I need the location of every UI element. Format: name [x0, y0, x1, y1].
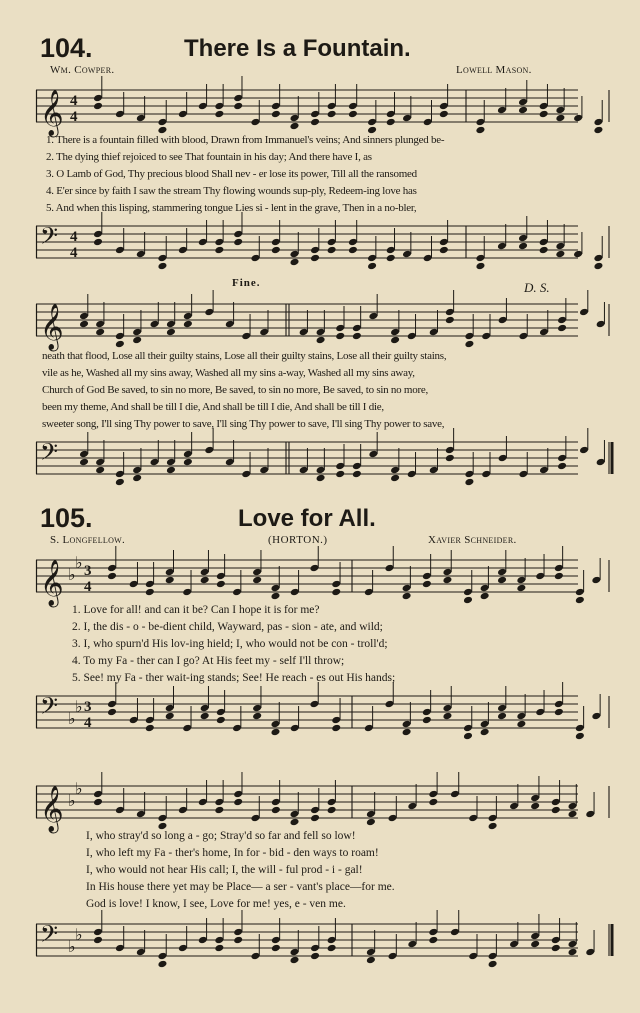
- verse-line: 5. And when this lisping, stammering tongue Lies si - lent in the grave, Then in a no-bler,: [46, 202, 417, 214]
- note-head: [516, 720, 526, 729]
- bass-clef-icon: 𝄢: [40, 692, 59, 725]
- note-head: [488, 960, 498, 969]
- note-head: [439, 110, 449, 119]
- time-signature-denominator: 4: [70, 109, 78, 125]
- flat-icon: ♭: [75, 697, 83, 716]
- bass-clef-icon: 𝄢: [40, 920, 59, 953]
- note-head: [593, 262, 603, 271]
- verse-line: 1. Love for all! and can it be? Can I hope it is for me?: [72, 604, 320, 616]
- bass-staff: [36, 434, 578, 482]
- note-head: [157, 262, 167, 271]
- note-head: [252, 576, 262, 585]
- note-head: [290, 956, 300, 965]
- composer-credit: Xavier Schneider.: [428, 534, 517, 546]
- note-head: [366, 818, 376, 827]
- note-head: [402, 728, 412, 737]
- composer-credit: Lowell Mason.: [456, 64, 532, 76]
- note-head: [367, 126, 377, 135]
- note-head: [132, 336, 142, 345]
- note-head: [480, 592, 490, 601]
- time-signature-denominator: 4: [84, 579, 92, 595]
- note-head: [539, 246, 549, 255]
- flat-icon: ♭: [68, 709, 76, 728]
- note-head: [115, 478, 125, 487]
- time-signature-numerator: 4: [70, 229, 78, 245]
- note-head: [200, 712, 210, 721]
- verse-line: God is love! I know, I see, Love for me! yes, e - ven me.: [86, 898, 346, 910]
- verse-line: 2. The dying thief rejoiced to see That fountain in his day; And there have I, as: [46, 151, 372, 163]
- note-head: [310, 814, 320, 823]
- note-head: [390, 474, 400, 483]
- bass-staff: [36, 218, 578, 266]
- note-head: [252, 712, 262, 721]
- note-head: [557, 462, 567, 471]
- note-head: [422, 580, 432, 589]
- note-head: [464, 478, 474, 487]
- note-head: [488, 822, 498, 831]
- note-head: [107, 572, 117, 581]
- note-head: [183, 458, 193, 467]
- note-head: [93, 238, 103, 247]
- note-head: [290, 258, 300, 267]
- note-head: [310, 118, 320, 127]
- note-head: [445, 454, 455, 463]
- verse-line: In His house there yet may be Place— a ser - vant's place—for me.: [86, 881, 395, 893]
- bass-clef-icon: 𝄢: [40, 438, 59, 471]
- note-head: [402, 592, 412, 601]
- treble-clef-icon: 𝄞: [40, 90, 64, 136]
- note-head: [475, 262, 485, 271]
- note-head: [165, 712, 175, 721]
- note-head: [386, 254, 396, 263]
- bass-staff: [36, 916, 578, 964]
- note-head: [157, 126, 167, 135]
- treble-staff: [36, 296, 578, 350]
- note-head: [366, 956, 376, 965]
- note-head: [216, 580, 226, 589]
- verse-line: 4. E'er since by faith I saw the stream Thy flowing wounds sup-ply, Redeem-ing love has: [46, 185, 417, 197]
- note-head: [464, 340, 474, 349]
- note-head: [290, 122, 300, 131]
- treble-staff: [36, 552, 578, 606]
- note-head: [270, 728, 280, 737]
- verse-line: 3. O Lamb of God, Thy precious blood Shall nev - er lose its power, Till all the ransomed: [46, 168, 417, 180]
- note-head: [442, 712, 452, 721]
- note-head: [475, 126, 485, 135]
- note-head: [233, 102, 243, 111]
- note-head: [516, 584, 526, 593]
- verse-line: I, who stray'd so long a - go; Stray'd so far and fell so low!: [86, 830, 356, 842]
- bass-clef-icon: 𝄢: [40, 222, 59, 255]
- note-head: [166, 328, 176, 337]
- note-head: [530, 802, 540, 811]
- hymn-title: Love for All.: [238, 505, 376, 532]
- note-head: [463, 732, 473, 741]
- verse-line: sweeter song, I'll sing Thy power to save, I'll sing Thy power to save, I'll sing Thy power to save,: [42, 418, 445, 430]
- note-head: [115, 340, 125, 349]
- note-head: [480, 728, 490, 737]
- note-head: [271, 806, 281, 815]
- note-head: [145, 724, 155, 733]
- note-head: [352, 470, 362, 479]
- note-head: [551, 944, 561, 953]
- bass-staff: [36, 688, 578, 736]
- verse-line: 3. I, who spurn'd His lov-ing hield; I, who would not be con - troll'd;: [72, 638, 388, 650]
- note-head: [551, 806, 561, 815]
- note-head: [568, 948, 578, 957]
- note-head: [316, 336, 326, 345]
- note-head: [575, 732, 585, 741]
- note-head: [214, 944, 224, 953]
- note-head: [335, 332, 345, 341]
- note-head: [271, 246, 281, 255]
- verse-line: I, who left my Fa - ther's home, In for - bid - den ways to roam!: [86, 847, 379, 859]
- hymn-number: 104.: [40, 33, 93, 63]
- note-head: [554, 572, 564, 581]
- treble-clef-icon: 𝄞: [40, 560, 64, 606]
- lyricist-credit: S. Longfellow.: [50, 534, 126, 546]
- note-head: [428, 798, 438, 807]
- note-head: [439, 246, 449, 255]
- note-head: [348, 110, 358, 119]
- note-head: [554, 708, 564, 717]
- note-head: [348, 246, 358, 255]
- note-head: [555, 114, 565, 123]
- note-head: [316, 474, 326, 483]
- treble-clef-icon: 𝄞: [40, 786, 64, 832]
- note-head: [352, 332, 362, 341]
- note-head: [145, 588, 155, 597]
- flat-icon: ♭: [68, 937, 76, 956]
- note-head: [200, 576, 210, 585]
- note-head: [555, 250, 565, 259]
- note-head: [327, 944, 337, 953]
- hymn-number: 105.: [40, 503, 93, 533]
- treble-staff: [36, 82, 578, 136]
- time-signature-numerator: 4: [70, 93, 78, 109]
- tune-name: (HORTON.): [268, 534, 328, 546]
- note-head: [290, 818, 300, 827]
- note-head: [95, 328, 105, 337]
- flat-icon: ♭: [75, 553, 83, 572]
- note-head: [214, 110, 224, 119]
- note-head: [93, 102, 103, 111]
- verse-line: I, who would not hear His call; I, the will - ful prod - i - gal!: [86, 864, 363, 876]
- note-head: [93, 798, 103, 807]
- note-head: [270, 592, 280, 601]
- verse-line: 1. There is a fountain filled with blood, Drawn from Immanuel's veins; And sinners plunged be-: [46, 134, 445, 146]
- note-head: [183, 320, 193, 329]
- note-head: [497, 576, 507, 585]
- note-head: [422, 716, 432, 725]
- note-head: [271, 944, 281, 953]
- note-head: [497, 712, 507, 721]
- note-head: [335, 470, 345, 479]
- time-signature-denominator: 4: [70, 245, 78, 261]
- flat-icon: ♭: [68, 791, 76, 810]
- time-signature-numerator: 3: [84, 699, 92, 715]
- note-head: [166, 466, 176, 475]
- note-head: [214, 806, 224, 815]
- flat-icon: ♭: [68, 565, 76, 584]
- note-head: [271, 110, 281, 119]
- verse-line: 5. See! my Fa - ther wait-ing stands; See! He reach - es out His hands;: [72, 672, 396, 684]
- note-head: [107, 708, 117, 717]
- fine-marking: Fine.: [232, 277, 261, 289]
- note-head: [327, 246, 337, 255]
- flat-icon: ♭: [75, 779, 83, 798]
- verse-line: neath that flood, Lose all their guilty stains, Lose all their guilty stains, Lose all their guilty stains,: [42, 350, 447, 362]
- note-head: [463, 596, 473, 605]
- note-head: [233, 936, 243, 945]
- verse-line: 2. I, the dis - o - be-dient child, Wayward, pas - sion - ate, and wild;: [72, 621, 383, 633]
- verse-line: Church of God Be saved, to sin no more, Be saved, to sin no more, Be saved, to sin no more,: [42, 384, 429, 396]
- note-head: [233, 238, 243, 247]
- note-head: [79, 458, 89, 467]
- note-head: [367, 262, 377, 271]
- verse-line: been my theme, And shall be till I die, And shall be till I die, And shall be till I die,: [42, 401, 384, 413]
- note-head: [445, 316, 455, 325]
- note-head: [557, 324, 567, 333]
- note-head: [386, 118, 396, 127]
- time-signature-numerator: 3: [84, 563, 92, 579]
- note-head: [157, 960, 167, 969]
- lyricist-credit: Wm. Cowper.: [50, 64, 115, 76]
- note-head: [575, 596, 585, 605]
- note-head: [428, 936, 438, 945]
- note-head: [310, 952, 320, 961]
- verse-line: 4. To my Fa - ther can I go? At His feet my - self I'll throw;: [72, 655, 345, 667]
- note-head: [331, 724, 341, 733]
- flat-icon: ♭: [75, 925, 83, 944]
- treble-clef-icon: 𝄞: [40, 304, 64, 350]
- note-head: [216, 716, 226, 725]
- note-head: [518, 106, 528, 115]
- note-head: [518, 242, 528, 251]
- treble-staff: [36, 778, 578, 832]
- dal-segno-marking: D. S.: [524, 280, 550, 295]
- note-head: [568, 810, 578, 819]
- note-head: [132, 474, 142, 483]
- note-head: [530, 940, 540, 949]
- note-head: [157, 822, 167, 831]
- note-head: [539, 110, 549, 119]
- hymn-title: There Is a Fountain.: [184, 35, 411, 62]
- note-head: [95, 466, 105, 475]
- note-head: [233, 798, 243, 807]
- note-head: [214, 246, 224, 255]
- note-head: [310, 254, 320, 263]
- note-head: [593, 126, 603, 135]
- note-head: [79, 320, 89, 329]
- note-head: [442, 576, 452, 585]
- note-head: [327, 110, 337, 119]
- verse-line: vile as he, Washed all my sins away, Washed all my sins a-way, Washed all my sins away,: [42, 367, 415, 379]
- note-head: [327, 806, 337, 815]
- note-head: [165, 576, 175, 585]
- note-head: [93, 936, 103, 945]
- note-head: [390, 336, 400, 345]
- note-head: [331, 588, 341, 597]
- time-signature-denominator: 4: [84, 715, 92, 731]
